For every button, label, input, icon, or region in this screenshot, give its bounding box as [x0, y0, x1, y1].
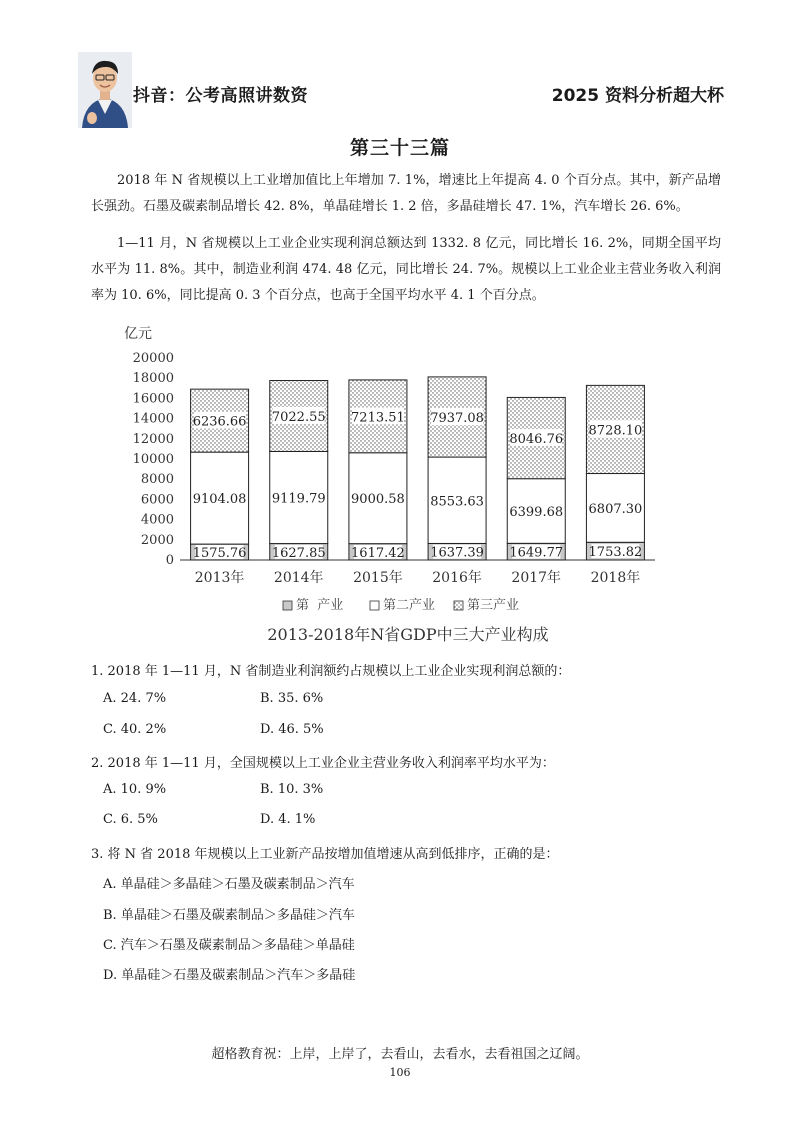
x-tick-label: 2014年 [273, 570, 324, 586]
q2-option-c[interactable]: C. 6. 5% [103, 812, 158, 827]
value-label-primary: 1637.39 [430, 545, 484, 561]
gdp-stacked-bar-chart [110, 318, 710, 653]
page-header [0, 0, 800, 135]
q2-option-b[interactable]: B. 10. 3% [260, 782, 324, 797]
value-label-secondary: 6807.30 [588, 501, 643, 517]
footer-motto: 超格教育祝：上岸，上岸了，去看山，去看水，去看祖国之辽阔。 [211, 1047, 589, 1062]
value-label-secondary: 9119.79 [271, 491, 326, 507]
value-label-tertiary: 7213.51 [351, 410, 405, 426]
value-label-primary: 1575.76 [192, 546, 247, 562]
y-axis-label: 亿元 [124, 325, 152, 341]
value-label-primary: 1649.77 [509, 545, 564, 561]
q1-option-c[interactable]: C. 40. 2% [103, 722, 167, 737]
value-label-primary: 1617.42 [351, 545, 405, 561]
value-label-secondary: 9000.58 [351, 492, 405, 508]
q3-option-a[interactable]: A. 单晶硅＞多晶硅＞石墨及碳素制品＞汽车 [103, 877, 355, 892]
question-2: 2. 2018 年 1—11 月，全国规模以上工业企业主营业务收入利润率平均水平为： [91, 756, 555, 771]
brand-right: 2025 资料分析超大杯 [551, 86, 724, 106]
y-tick-label: 18000 [132, 371, 174, 387]
q2-option-a[interactable]: A. 10. 9% [103, 782, 167, 797]
x-tick-label: 2015年 [353, 570, 403, 586]
legend-label-primary: 第 产业 [296, 598, 344, 613]
x-tick-label: 2017年 [511, 570, 562, 586]
y-tick-label: 2000 [140, 532, 174, 548]
q3-option-b[interactable]: B. 单晶硅＞石墨及碳素制品＞多晶硅＞汽车 [103, 908, 355, 923]
page-title: 第三十三篇 [349, 137, 450, 159]
y-tick-label: 0 [165, 553, 174, 568]
y-tick-label: 16000 [132, 391, 174, 407]
q1-option-a[interactable]: A. 24. 7% [103, 691, 167, 706]
q1-option-d[interactable]: D. 46. 5% [260, 722, 324, 737]
y-tick-label: 6000 [140, 492, 174, 508]
paragraph-2: 1—11 月，N 省规模以上工业企业实现利润总额达到 1332. 8 亿元，同比增长 16. 2%，同期全国平均水平为 11. 8%。其中，制造业利润 474. 48 亿元，同比增长 24. 7%。规模以上工业企业主营业务收入利润率为 10. 6%，同比提高 0. 3 个百分点，也高于全国平均水平 4. 1 个百分点。 [91, 236, 721, 303]
q2-option-d[interactable]: D. 4. 1% [260, 812, 316, 827]
legend-swatch-tertiary [454, 601, 463, 610]
chart-title: 2013-2018年N省GDP中三大产业构成 [267, 625, 549, 644]
x-tick-label: 2018年 [590, 570, 641, 586]
author-avatar [78, 52, 132, 128]
value-label-secondary: 9104.08 [192, 492, 247, 508]
y-tick-label: 10000 [132, 452, 174, 467]
value-label-tertiary: 8046.76 [509, 432, 564, 448]
brand-left: 抖音：公考高照讲数资 [133, 86, 308, 106]
page-number: 106 [389, 1066, 411, 1079]
value-label-secondary: 8553.63 [430, 494, 484, 510]
q1-option-b[interactable]: B. 35. 6% [260, 691, 324, 706]
paragraph-1: 2018 年 N 省规模以上工业增加值比上年增加 7. 1%，增速比上年提高 4. 0 个百分点。其中，新产品增长强劲。石墨及碳素制品增长 42. 8%，单晶硅增长 1. 2 倍，多晶硅增长 47. 1%，汽车增长 26. 6%。 [91, 173, 721, 214]
legend-label-secondary: 第二产业 [383, 598, 436, 613]
q3-option-c[interactable]: C. 汽车＞石墨及碳素制品＞多晶硅＞单晶硅 [103, 938, 355, 953]
legend-swatch-primary [283, 601, 292, 610]
y-tick-label: 8000 [140, 472, 174, 488]
value-label-secondary: 6399.68 [509, 505, 564, 521]
y-tick-label: 4000 [140, 512, 174, 528]
value-label-primary: 1753.82 [588, 545, 643, 561]
value-label-primary: 1627.85 [271, 545, 326, 561]
x-tick-label: 2013年 [194, 570, 245, 586]
legend-label-tertiary: 第三产业 [467, 598, 520, 613]
y-tick-label: 14000 [132, 411, 174, 427]
q3-option-d[interactable]: D. 单晶硅＞石墨及碳素制品＞汽车＞多晶硅 [103, 968, 356, 983]
value-label-tertiary: 7022.55 [271, 409, 326, 425]
y-tick-label: 12000 [132, 431, 174, 447]
x-tick-label: 2016年 [432, 570, 482, 586]
legend-swatch-secondary [370, 601, 379, 610]
value-label-tertiary: 8728.10 [588, 423, 643, 439]
y-tick-label: 20000 [132, 351, 174, 366]
question-3: 3. 将 N 省 2018 年规模以上工业新产品按增加值增速从高到低排序，正确的是： [91, 847, 559, 862]
value-label-tertiary: 6236.66 [192, 414, 247, 430]
question-1: 1. 2018 年 1—11 月，N 省制造业利润额约占规模以上工业企业实现利润总额的： [91, 664, 571, 679]
value-label-tertiary: 7937.08 [430, 410, 484, 426]
